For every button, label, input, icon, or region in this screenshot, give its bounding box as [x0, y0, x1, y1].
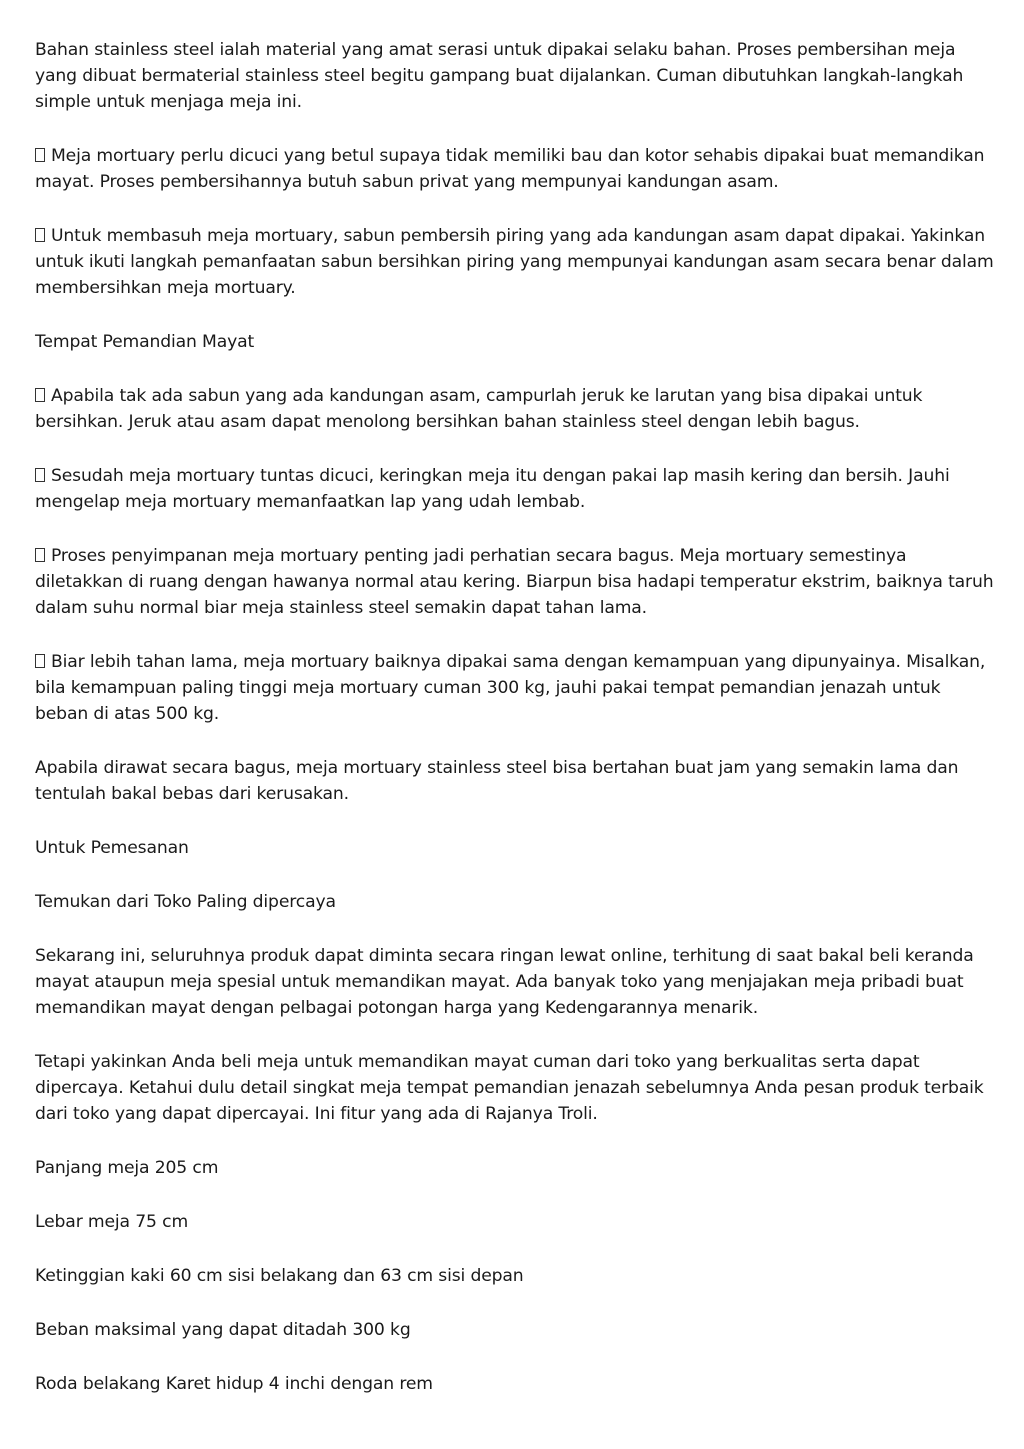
paragraph: [35, 755, 995, 807]
paragraph-text: Proses penyimpanan meja mortuary penting jadi perhatian secara bagus. Meja mortuary semestinya diletakkan di ruang dengan hawanya normal atau kering. Biarpun bisa hadapi temperatur ekstrim, baiknya taruh dalam suhu normal biar meja stainless steel semakin dapat tahan lama.: [35, 546, 994, 618]
bullet-paragraph: [35, 383, 995, 435]
paragraph-text: Meja mortuary perlu dicuci yang betul supaya tidak memiliki bau dan kotor sehabis dipakai buat memandikan mayat. Proses pembersihannya butuh sabun privat yang mempunyai kandungan asam.: [35, 146, 985, 192]
paragraph-text: Temukan dari Toko Paling dipercaya: [35, 892, 336, 912]
paragraph-text: Tetapi yakinkan Anda beli meja untuk memandikan mayat cuman dari toko yang berkualitas serta dapat dipercaya. Ketahui dulu detail singkat meja tempat pemandian jenazah sebelumnya Anda pesan produk terbaik dari toko yang dapat dipercayai. Ini fitur yang ada di Rajanya Troli.: [35, 1052, 984, 1124]
paragraph-text: Bahan stainless steel ialah material yang amat serasi untuk dipakai selaku bahan. Proses pembersihan meja yang dibuat bermaterial stainless steel begitu gampang buat dijalankan. Cuman dibutuhkan langkah-langkah simple untuk menjaga meja ini.: [35, 40, 964, 112]
paragraph-text: Tempat Pemandian Mayat: [35, 332, 255, 352]
bullet-paragraph: [35, 649, 995, 727]
paragraph-text: Beban maksimal yang dapat ditadah 300 kg: [35, 1320, 411, 1340]
missing-glyph-bullet-icon: [35, 468, 45, 482]
spec-item: [35, 1371, 995, 1397]
document-page: [35, 37, 995, 1425]
paragraph-text: Ketinggian kaki 60 cm sisi belakang dan 63 cm sisi depan: [35, 1266, 524, 1286]
missing-glyph-bullet-icon: [35, 388, 45, 402]
paragraph-text: Apabila tak ada sabun yang ada kandungan asam, campurlah jeruk ke larutan yang bisa dipakai untuk bersihkan. Jeruk atau asam dapat menolong bersihkan bahan stainless steel dengan lebih bagus.: [35, 386, 923, 432]
paragraph-text: Apabila dirawat secara bagus, meja mortuary stainless steel bisa bertahan buat jam yang semakin lama dan tentulah bakal bebas dari kerusakan.: [35, 758, 959, 804]
section-heading: [35, 835, 995, 861]
spec-item: [35, 1317, 995, 1343]
spec-item: [35, 1263, 995, 1289]
section-heading: [35, 889, 995, 915]
spec-item: [35, 1209, 995, 1235]
paragraph-text: Untuk Pemesanan: [35, 838, 189, 858]
paragraph-text: Biar lebih tahan lama, meja mortuary baiknya dipakai sama dengan kemampuan yang dipunyainya. Misalkan, bila kemampuan paling tinggi meja mortuary cuman 300 kg, jauhi pakai tempat pemandian jenazah untuk beban di atas 500 kg.: [35, 652, 986, 724]
missing-glyph-bullet-icon: [35, 548, 45, 562]
paragraph-text: Panjang meja 205 cm: [35, 1158, 219, 1178]
bullet-paragraph: [35, 143, 995, 195]
paragraph-text: Lebar meja 75 cm: [35, 1212, 189, 1232]
missing-glyph-bullet-icon: [35, 654, 45, 668]
paragraph-text: Sekarang ini, seluruhnya produk dapat diminta secara ringan lewat online, terhitung di saat bakal beli keranda mayat ataupun meja spesial untuk memandikan mayat. Ada banyak toko yang menjajakan meja pribadi buat memandikan mayat dengan pelbagai potongan harga yang Kedengarannya menarik.: [35, 946, 974, 1018]
missing-glyph-bullet-icon: [35, 228, 45, 242]
spec-item: [35, 1155, 995, 1181]
missing-glyph-bullet-icon: [35, 148, 45, 162]
bullet-paragraph: [35, 223, 995, 301]
paragraph-intro: [35, 37, 995, 115]
paragraph: [35, 1049, 995, 1127]
paragraph-text: Sesudah meja mortuary tuntas dicuci, keringkan meja itu dengan pakai lap masih kering dan bersih. Jauhi mengelap meja mortuary memanfaatkan lap yang udah lembab.: [35, 466, 950, 512]
paragraph-text: Roda belakang Karet hidup 4 inchi dengan rem: [35, 1374, 433, 1394]
paragraph-text: Untuk membasuh meja mortuary, sabun pembersih piring yang ada kandungan asam dapat dipakai. Yakinkan untuk ikuti langkah pemanfaatan sabun bersihkan piring yang mempunyai kandungan asam secara benar dalam membersihkan meja mortuary.: [35, 226, 994, 298]
paragraph: [35, 943, 995, 1021]
section-heading: [35, 329, 995, 355]
bullet-paragraph: [35, 543, 995, 621]
bullet-paragraph: [35, 463, 995, 515]
